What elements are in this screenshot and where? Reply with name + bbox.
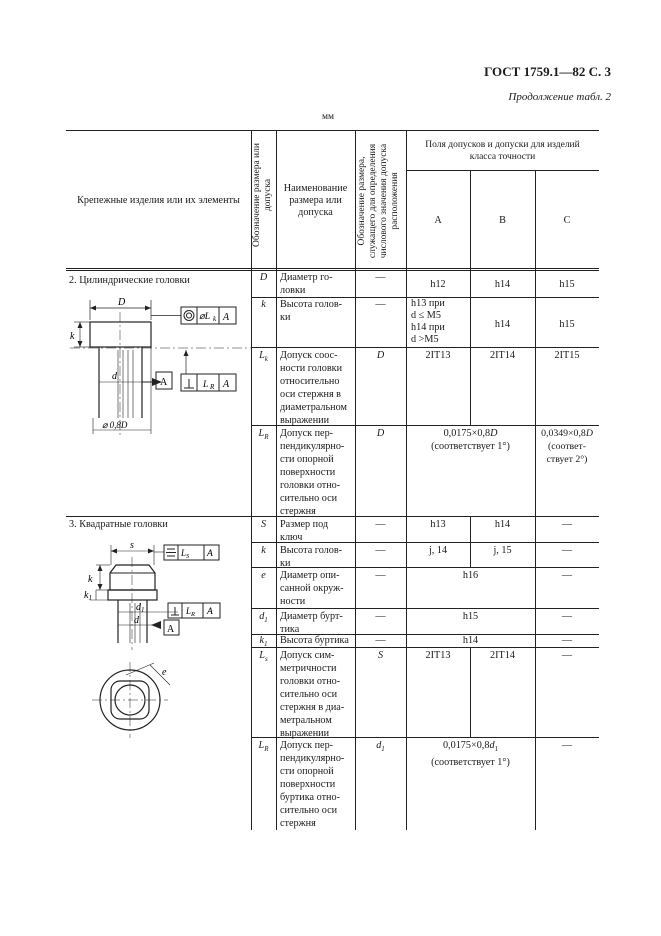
s2-row-k1-class-c: — — [561, 635, 573, 646]
dim-k-label: k — [70, 331, 75, 342]
s2-row-e-ref: — — [375, 570, 386, 581]
square-head-drawing — [66, 535, 251, 745]
frame2-datum: A — [223, 379, 230, 390]
dim-k-label: k — [88, 574, 93, 585]
frame1-tolerance: ⌀L — [199, 312, 211, 322]
datum-A-letter: A — [160, 377, 168, 388]
frame2-tolerance: L — [203, 380, 209, 390]
s2-row-k-class-b: j, 15 — [493, 545, 512, 556]
s2-row-LR-ref: $d_1$ — [376, 740, 385, 754]
s2-row-d1-class-c: — — [561, 611, 573, 622]
frame1-tolerance: $L_S$ — [181, 548, 190, 560]
s2-row-Ls-symbol: $L_s$ — [259, 650, 268, 664]
s2-row-k-class-a: j, 14 — [428, 545, 448, 556]
s1-row-Lk-symbol: $L_k$ — [259, 350, 268, 364]
s2-row-k1-class-ab: h14 — [462, 635, 479, 646]
dim-D-label: D — [118, 297, 126, 308]
s1-row-Lk-ref: D — [376, 350, 385, 361]
s2-row-Ls-class-a: 2IT13 — [425, 650, 451, 661]
s2-row-Ls-ref: S — [377, 650, 384, 661]
s2-row-d1-name: Диаметр бурт- тика — [280, 611, 343, 635]
s1-row-k-symbol: k — [261, 299, 266, 310]
s2-row-k1-name: Высота буртика — [280, 635, 349, 646]
cylindrical-head-drawing — [66, 290, 251, 440]
s1-row-D-name: Диаметр го- ловки — [280, 272, 333, 296]
header-class-c: C — [563, 215, 571, 226]
s1-row-k-class-a: h13 при d ≤ M5 h14 при d >M5 — [411, 298, 445, 345]
section-square-heads-title: 3. Квадратные головки — [69, 519, 168, 530]
header-class-a: A — [434, 215, 442, 226]
frame1-tolerance-sub: k — [213, 315, 217, 323]
s2-row-d1-ref: — — [375, 611, 386, 622]
s2-row-k-class-c: — — [561, 545, 573, 556]
s2-row-Ls-class-b: 2IT14 — [490, 650, 515, 661]
s1-row-LR-symbol: $L_R$ — [258, 428, 269, 442]
s1-row-LR-name: Допуск пер- пендикулярно- сти опорной поверхности головки отно- сительно оси стержня — [280, 428, 345, 517]
s1-row-LR-class-c: 0,0349×0,8D (соответ- ствует 2°) — [541, 428, 593, 465]
s2-row-d1-class-ab: h15 — [462, 611, 479, 622]
s2-row-k1-ref: — — [375, 635, 386, 646]
s2-row-S-class-c: — — [561, 519, 573, 530]
dim-d-label: d — [134, 615, 139, 626]
s2-row-k-ref: — — [375, 545, 386, 556]
s2-row-LR-class-c: — — [561, 740, 573, 751]
s2-row-LR-symbol: $L_R$ — [258, 740, 269, 754]
s1-row-Lk-class-c: 2IT15 — [554, 350, 580, 361]
frame2-tolerance-sub: R — [210, 383, 215, 391]
header-element-column: Крепежные изделия или их элементы — [77, 195, 240, 206]
dim-e-label: e — [162, 667, 167, 678]
header-name-column: Наименование размера или допуска — [283, 183, 348, 218]
s1-row-LR-class-ab: 0,0175×0,8D (соответствует 1°) — [431, 428, 510, 452]
datum-A-letter: A — [167, 624, 175, 635]
s2-row-d1-symbol: $d_1$ — [259, 611, 268, 625]
units-label: мм — [322, 112, 335, 122]
dim-s-label: s — [130, 540, 134, 551]
s2-row-k-name: Высота голов- ки — [280, 545, 343, 569]
s2-row-S-symbol: S — [260, 519, 267, 530]
document-header: ГОСТ 1759.1—82 С. 3 — [484, 64, 611, 79]
s2-row-k1-symbol: $k_1$ — [259, 635, 268, 649]
s1-row-D-class-b: h14 — [494, 279, 511, 290]
s2-row-e-class-c: — — [561, 570, 573, 581]
dim-d1-label: $d_1$ — [136, 602, 145, 614]
s1-row-D-class-a: h12 — [430, 279, 446, 290]
s1-row-k-name: Высота голов- ки — [280, 299, 343, 323]
header-tolerance-fields: Поля допусков и допуски для изделий класса точности — [425, 140, 580, 162]
frame2-datum: A — [207, 607, 213, 617]
dim-d-label: d — [112, 371, 117, 382]
header-reference-column: Обозначение размера, служащего для определения числового значения допуска расположения — [357, 143, 400, 259]
s1-row-Lk-class-a: 2IT13 — [425, 350, 451, 361]
s2-row-Ls-class-c: — — [561, 650, 573, 661]
s1-row-D-class-c: h15 — [559, 279, 575, 290]
s1-row-k-ref: — — [375, 299, 386, 310]
s1-row-Lk-class-b: 2IT14 — [490, 350, 515, 361]
s2-row-LR-name: Допуск пер- пендикулярно- сти опорной поверхности буртика отно- сительно оси стержня — [280, 740, 345, 829]
s2-row-S-class-a: h13 — [430, 519, 446, 530]
s2-row-S-name: Размер под ключ — [280, 519, 329, 543]
section-cylindrical-heads-title: 2. Цилиндрические головки — [69, 275, 190, 286]
s2-row-LR-class-ab: $0,0175\times 0,8d_1$ (соответствует 1°) — [431, 740, 510, 769]
header-designation-column: Обозначение размера или допуска — [252, 143, 273, 247]
frame1-datum: A — [223, 312, 230, 323]
frame1-datum: A — [207, 549, 213, 559]
dim-08D-label: ⌀ 0,8D — [102, 420, 128, 430]
frame2-tolerance: $L_R$ — [186, 606, 195, 618]
s1-row-k-class-b: h14 — [494, 319, 511, 330]
header-class-b: B — [499, 215, 506, 226]
table-continuation-note: Продолжение табл. 2 — [508, 91, 611, 103]
s1-row-Lk-name: Допуск соос- ности головки относительно оси стержня в диаметральном выражении — [280, 350, 347, 426]
s1-row-D-ref: — — [375, 272, 386, 283]
s1-row-k-class-c: h15 — [559, 319, 575, 330]
s2-row-e-symbol: e — [261, 570, 266, 581]
s2-row-e-class-ab: h16 — [462, 570, 479, 581]
s2-row-e-name: Диаметр опи- санной окруж- ности — [280, 570, 344, 607]
s2-row-k-symbol: k — [261, 545, 266, 556]
s1-row-D-symbol: D — [259, 272, 268, 283]
s2-row-S-class-b: h14 — [494, 519, 511, 530]
s2-row-Ls-name: Допуск сим- метричности головки отно- сительно оси стержня в диа- метральном выражении — [280, 650, 345, 739]
s1-row-LR-ref: D — [376, 428, 385, 439]
dim-k1-label: $k_1$ — [84, 590, 92, 602]
s2-row-S-ref: — — [375, 519, 386, 530]
